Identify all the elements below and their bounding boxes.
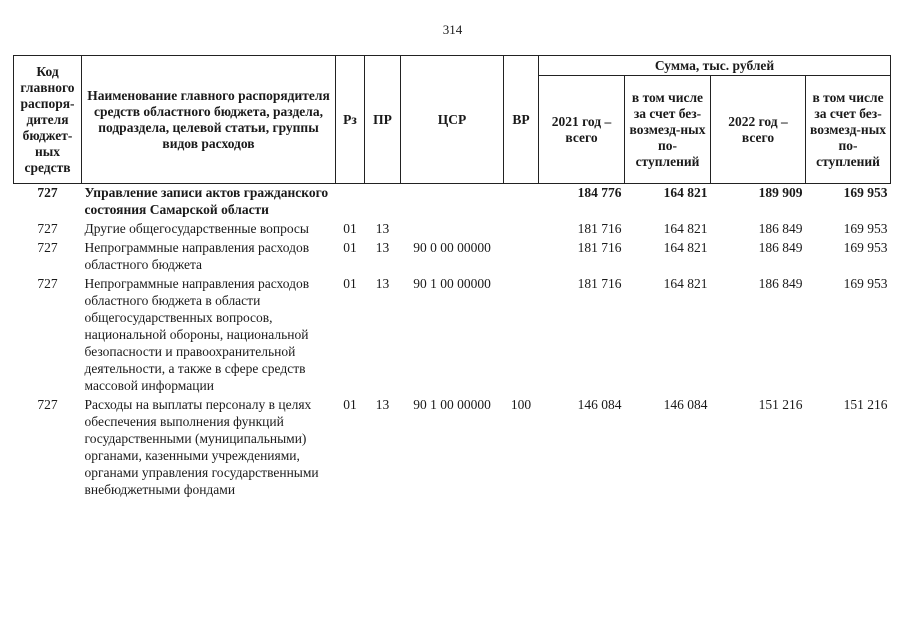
row-vr: 100 xyxy=(510,397,532,412)
row-pr: 13 xyxy=(375,397,390,412)
row-2021-total: 146 084 xyxy=(577,397,622,412)
row-2021-total: 181 716 xyxy=(577,221,622,236)
row-2022-total: 186 849 xyxy=(758,221,803,236)
row-2022-free: 169 953 xyxy=(843,185,888,200)
row-vr xyxy=(504,273,539,394)
row-pr xyxy=(365,184,401,219)
row-name: Другие общегосударственные вопросы xyxy=(84,221,309,236)
row-2022-total: 189 909 xyxy=(758,185,803,200)
row-csr: 90 1 00 00000 xyxy=(413,397,491,412)
row-2022-free: 169 953 xyxy=(843,221,888,236)
row-rz: 01 xyxy=(343,221,357,236)
table-row xyxy=(14,184,891,219)
header-name: Наименование главного распорядителя средств областного бюджета, раздела, подраздела, целевой статьи, группы видов расходов xyxy=(82,56,336,184)
row-rz: 01 xyxy=(343,240,357,255)
header-sum: Сумма, тыс. рублей xyxy=(539,56,891,76)
budget-table xyxy=(13,55,891,498)
header-rz: Рз xyxy=(336,56,365,184)
row-rz: 01 xyxy=(343,397,357,412)
row-code: 727 xyxy=(37,397,58,412)
row-2022-total: 186 849 xyxy=(758,276,803,291)
row-name: Управление записи актов гражданского состояния Самарской области xyxy=(84,185,329,217)
table-header xyxy=(14,56,891,184)
row-name: Непрограммные направления расходов областного бюджета xyxy=(84,240,310,272)
row-vr xyxy=(504,184,539,219)
table-row xyxy=(14,273,891,394)
row-code: 727 xyxy=(37,185,58,200)
row-2022-free: 169 953 xyxy=(843,240,888,255)
header-2022-total: 2022 год – всего xyxy=(711,76,806,184)
row-2022-total: 186 849 xyxy=(758,240,803,255)
row-2021-total: 181 716 xyxy=(577,240,622,255)
header-pr: ПР xyxy=(365,56,401,184)
row-name: Расходы на выплаты персоналу в целях обеспечения выполнения функций государственными (муниципальными) органами, казенными учреждениями, органами управления государственными внебюджетными фондами xyxy=(84,397,319,497)
row-code: 727 xyxy=(37,240,58,255)
table-body xyxy=(14,184,891,499)
header-2022-free: в том числе за счет без-возмезд-ных по-ступлений xyxy=(806,76,891,184)
row-csr: 90 1 00 00000 xyxy=(413,276,491,291)
header-code: Код главного распоря-дителя бюджет-ных средств xyxy=(14,56,82,184)
row-2021-free: 164 821 xyxy=(663,240,708,255)
table-row xyxy=(14,394,891,498)
row-csr: 90 0 00 00000 xyxy=(413,240,491,255)
row-rz: 01 xyxy=(343,276,357,291)
table-row xyxy=(14,218,891,237)
table-row xyxy=(14,237,891,273)
row-pr: 13 xyxy=(375,240,390,255)
page-number: 314 xyxy=(442,22,463,37)
row-2021-free: 164 821 xyxy=(663,276,708,291)
row-csr xyxy=(401,218,504,237)
header-2021-total: 2021 год – всего xyxy=(539,76,625,184)
row-code: 727 xyxy=(37,221,58,236)
row-2021-free: 164 821 xyxy=(663,221,708,236)
row-2022-total: 151 216 xyxy=(758,397,803,412)
row-pr: 13 xyxy=(375,221,390,236)
row-2022-free: 151 216 xyxy=(843,397,888,412)
header-vr: ВР xyxy=(504,56,539,184)
row-vr xyxy=(504,218,539,237)
row-csr xyxy=(401,184,504,219)
row-code: 727 xyxy=(37,276,58,291)
row-name: Непрограммные направления расходов областного бюджета в области общегосударственных вопросов, национальной обороны, национальной безопасности и правоохранительной деятельности, а также в сфере средств массовой информации xyxy=(84,276,310,393)
row-2021-total: 181 716 xyxy=(577,276,622,291)
row-rz xyxy=(336,184,365,219)
row-pr: 13 xyxy=(375,276,390,291)
header-2021-free: в том числе за счет без-возмезд-ных по-ступлений xyxy=(625,76,711,184)
row-2021-total: 184 776 xyxy=(577,185,622,200)
row-2022-free: 169 953 xyxy=(843,276,888,291)
row-2021-free: 164 821 xyxy=(663,185,708,200)
row-vr xyxy=(504,237,539,273)
row-2021-free: 146 084 xyxy=(663,397,708,412)
header-csr: ЦСР xyxy=(401,56,504,184)
